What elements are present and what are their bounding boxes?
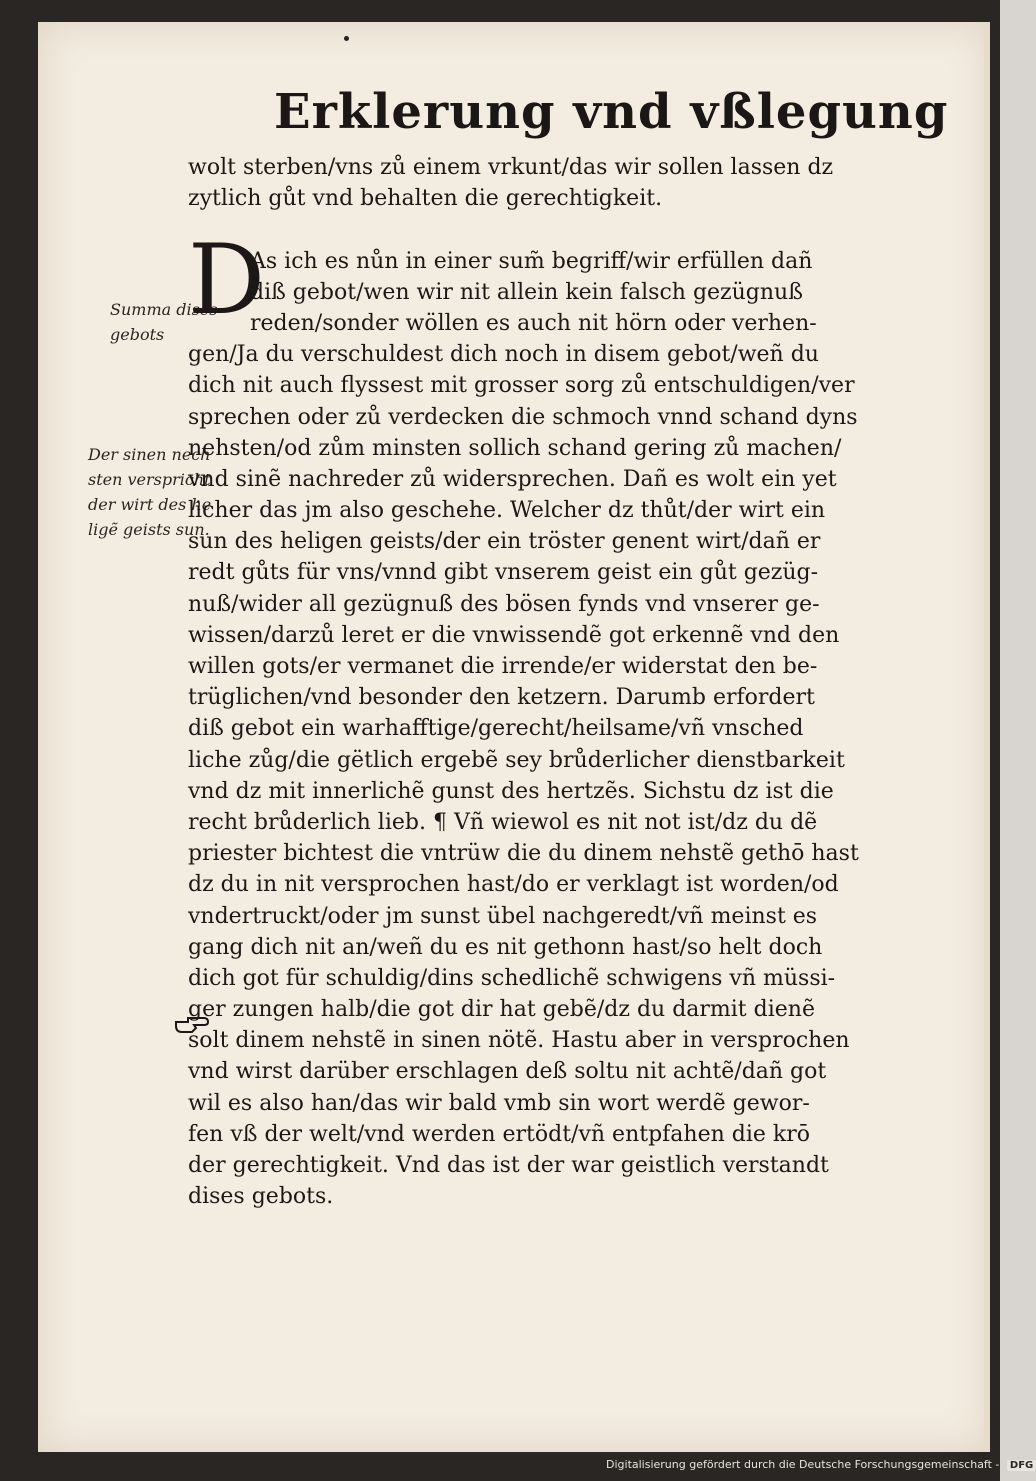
text-line: liche zůg/die gëtlich ergebẽ sey brůderlicher dienstbarkeit xyxy=(188,747,845,773)
printer-mark-dot xyxy=(344,36,349,41)
text-line xyxy=(188,214,948,245)
text-line: dich nit auch flyssest mit grosser sorg zů entschuldigen/ver xyxy=(188,373,855,399)
text-line: vnd sinẽ nachreder zů widersprechen. Dañ es wolt ein yet xyxy=(188,466,837,492)
text-line: reden/sonder wöllen es auch nit hörn oder verhen- xyxy=(250,310,817,336)
book-page xyxy=(38,22,990,1452)
text-line: willen gots/er vermanet die irrende/er widerstat den be- xyxy=(188,654,818,679)
text-line: vndertruckt/oder jm sunst übel nachgeredt/vñ meinst es xyxy=(188,903,818,929)
text-line: vnd dz mit innerlichẽ gunst des hertzẽs. Sichstu dz ist die xyxy=(188,778,834,804)
text-line: As ich es nůn in einer sum̃ begriff/wir erfüllen dañ xyxy=(250,248,813,274)
text-line: recht brůderlich lieb. ¶ Vñ wiewol es nit not ist/dz du dẽ xyxy=(188,809,818,835)
dfg-logo: DFG xyxy=(1007,1460,1036,1471)
text-line: wissen/darzů leret er die vnwissendẽ got erkennẽ vnd den xyxy=(188,622,840,648)
text-line: wolt sterben/vns zů einem vrkunt/das wir sollen lassen dz xyxy=(188,155,834,180)
text-line: diß gebot/wen wir nit allein kein falsch gezügnuß xyxy=(250,279,803,305)
text-line: der gerechtigkeit. Vnd das ist der war geistlich verstandt xyxy=(188,1153,829,1178)
margin-note-line: Der sinen nech xyxy=(88,445,211,464)
text-line: gen/Ja du verschuldest dich noch in disem gebot/weñ du xyxy=(188,342,819,368)
credit-text: Digitalisierung gefördert durch die Deutsche Forschungsgemeinschaft - xyxy=(606,1458,1000,1471)
text-line: diß gebot ein warhafftige/gerecht/heilsame/vñ vnsched xyxy=(188,716,804,742)
margin-note-line: der wirt des he xyxy=(88,495,212,514)
drop-initial: D xyxy=(188,224,265,336)
text-line: nehsten/od zům minsten sollich schand gering zů machen/ xyxy=(188,435,842,461)
text-line: dises gebots. xyxy=(188,1184,334,1210)
text-line: dz du in nit versprochen hast/do er verklagt ist worden/od xyxy=(188,872,839,898)
body-text xyxy=(188,152,948,1212)
margin-note-line: sten verspricht xyxy=(88,470,211,489)
margin-note-line: Summa dises xyxy=(110,300,218,319)
margin-note-line: gebots xyxy=(110,325,165,344)
running-head: Erklerung vnd vßlegung xyxy=(274,84,949,140)
text-line: ger zungen halb/die got dir hat gebẽ/dz du darmit dienẽ xyxy=(188,997,815,1023)
text-line: wil es also han/das wir bald vmb sin wort werdẽ gewor- xyxy=(188,1090,810,1116)
text-line: gang dich nit an/weñ du es nit gethonn hast/so helt doch xyxy=(188,934,823,960)
text-line: redt gůts für vns/vnnd gibt vnserem geist ein gůt gezüg- xyxy=(188,560,819,586)
text-line: priester bichtest die vntrüw die du dinem nehstẽ gethō hast xyxy=(188,841,859,867)
text-line: vnd wirst darüber erschlagen deß soltu nit achtẽ/dañ got xyxy=(188,1059,827,1085)
text-line: licher das jm also geschehe. Welcher dz thůt/der wirt ein xyxy=(188,498,826,524)
text-line: zytlich gůt vnd behalten die gerechtigkeit. xyxy=(188,186,663,212)
text-line: sun des heligen geists/der ein tröster genent wirt/dañ er xyxy=(188,529,821,555)
digitization-credit xyxy=(606,1458,1036,1471)
text-line: fen vß der welt/vnd werden ertödt/vñ entpfahen die krō xyxy=(188,1121,810,1147)
text-line: solt dinem nehstẽ in sinen nötẽ. Hastu aber in versprochen xyxy=(188,1028,850,1054)
margin-note-line: ligẽ geists sun. xyxy=(88,520,210,539)
text-line: dich got für schuldig/dins schedlichẽ schwigens vñ müssi- xyxy=(188,965,836,991)
text-line: nuß/wider all gezügnuß des bösen fynds vnd vnserer ge- xyxy=(188,591,820,617)
page-edge xyxy=(984,22,990,1452)
text-line: sprechen oder zů verdecken die schmoch vnnd schand dyns xyxy=(188,404,858,430)
text-line: trüglichen/vnd besonder den ketzern. Darumb erfordert xyxy=(188,685,815,711)
